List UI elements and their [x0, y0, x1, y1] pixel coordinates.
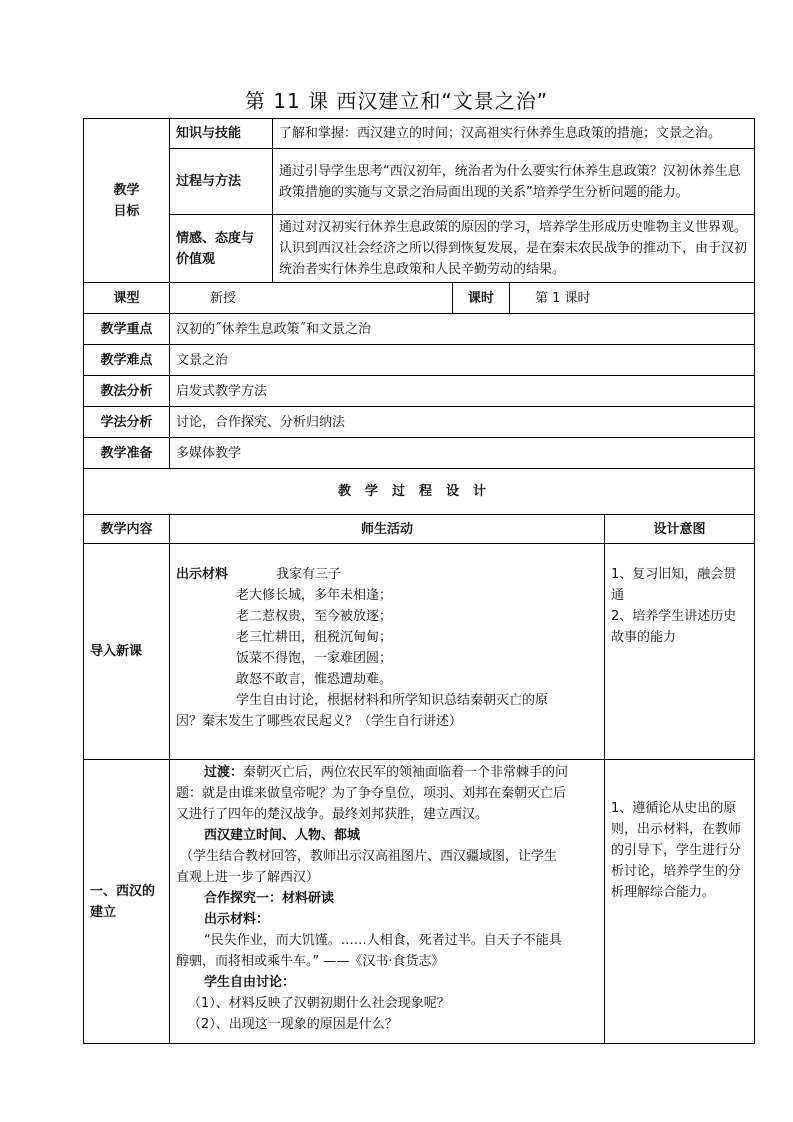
- intent-text: 故事的能力: [611, 630, 677, 645]
- objectives-label: 教学 目标: [84, 119, 170, 283]
- info-label: 教法分析: [84, 376, 170, 407]
- intent-text: 的引导下，学生进行分: [611, 843, 742, 858]
- header-intent: 设计意图: [605, 515, 755, 544]
- founding-intent: [605, 760, 755, 1044]
- poem-line: 饭菜不得饱，一家难团圆；: [236, 651, 393, 666]
- process-title: 教学过程设计: [84, 469, 755, 515]
- poem-line: 老三忙耕田，租税沉甸甸；: [236, 630, 393, 645]
- header-content: 教学内容: [84, 515, 170, 544]
- founding-label: [84, 760, 170, 1044]
- course-type-value: 新授: [170, 283, 453, 314]
- discussion-text: 因？秦末发生了哪些农民起义？（学生自行讲述）: [176, 714, 463, 729]
- transition-label: 过渡：: [204, 765, 244, 780]
- info-label: 学法分析: [84, 407, 170, 438]
- intent-text: 通: [611, 588, 625, 603]
- quote-text: “民失作业，而大饥馑。……人相食，死者过半。自天子不能具: [204, 933, 562, 948]
- course-type-label: 课型: [84, 283, 170, 314]
- inquiry-heading: 合作探究一：材料研读: [204, 891, 335, 906]
- objective-name-knowledge: 知识与技能: [170, 119, 273, 149]
- student-note: 直观上进一步了解西汉）: [176, 870, 320, 885]
- objective-content-process: 通过引导学生思考“西汉初年，统治者为什么要实行休养生息政策？汉初休养生息政策措施的实施与文景之治局面出现的关系”培养学生分析问题的能力。: [273, 149, 755, 215]
- discussion-heading: 学生自由讨论：: [204, 975, 296, 990]
- founding-label-line: 建立: [90, 904, 117, 920]
- poem-title: 我家有三子: [276, 567, 342, 582]
- info-value: 启发式教学方法: [170, 376, 755, 407]
- student-note: （学生结合教材回答，教师出示汉高祖图片、西汉疆域图，让学生: [180, 849, 558, 864]
- material-label: 出示材料: [176, 567, 229, 582]
- page-title: 第 11 课 西汉建立和“文景之治”: [244, 89, 549, 113]
- intro-activity: [170, 544, 605, 760]
- founding-activity: [170, 760, 605, 1044]
- period-label: 课时: [453, 283, 510, 314]
- info-value: 讨论，合作探究、分析归纳法: [170, 407, 755, 438]
- transition-text: 题：就是由谁来做皇帝呢？为了争夺皇位，项羽、刘邦在秦朝灭亡后: [176, 786, 567, 801]
- objective-name-process: 过程与方法: [170, 149, 273, 215]
- objective-name-attitude: 情感、态度与价值观: [170, 215, 273, 283]
- header-activity: 师生活动: [170, 515, 605, 544]
- intent-text: 析讨论，培养学生的分: [611, 864, 742, 879]
- objective-content-knowledge: 了解和掌握：西汉建立的时间；汉高祖实行休养生息政策的措施；文景之治。: [273, 119, 755, 149]
- info-value: 文景之治: [170, 345, 755, 376]
- info-label: 教学难点: [84, 345, 170, 376]
- quote-text: 醇驷，而将相或乘牛车。” ——《汉书·食货志》: [176, 954, 445, 969]
- discussion-text: 学生自由讨论，根据材料和所学知识总结秦朝灭亡的原: [236, 693, 549, 708]
- intent-text: 1、遵循论从史出的原: [611, 801, 737, 816]
- transition-text: 秦朝灭亡后，两位农民军的领袖面临着一个非常棘手的问: [243, 765, 569, 780]
- info-label: 教学重点: [84, 314, 170, 345]
- info-value: 汉初的˝休养生息政策˝和文景之治: [170, 314, 755, 345]
- founding-label-line: 一、西汉的: [90, 883, 156, 899]
- founding-subhead: 西汉建立时间、人物、都城: [204, 828, 361, 843]
- objective-content-attitude: 通过对汉初实行休养生息政策的原因的学习，培养学生形成历史唯物主义世界观。认识到西汉社会经济之所以得到恢复发展，是在秦末农民战争的推动下，由于汉初统治者实行休养生息政策和人民辛勤劳动的结果。: [273, 215, 755, 283]
- intent-text: 则，出示材料，在教师: [611, 822, 742, 837]
- poem-line: 老二惹权贵，至今被放逐；: [236, 609, 393, 624]
- period-value: 第 1 课时: [510, 283, 755, 314]
- intro-label: 导入新课: [84, 544, 170, 760]
- intro-intent: [605, 544, 755, 760]
- info-value: 多媒体教学: [170, 438, 755, 469]
- material-line: [176, 564, 598, 585]
- lesson-plan-table: [83, 118, 755, 1044]
- poem-line: 老大修长城，多年未相逢；: [236, 588, 393, 603]
- question-text: （2）、出现这一现象的原因是什么？: [188, 1017, 398, 1032]
- intent-text: 析理解综合能力。: [611, 885, 716, 900]
- poem-line: 敢怒不敢言，惟恐遭劫难。: [236, 672, 393, 687]
- info-label: 教学准备: [84, 438, 170, 469]
- question-text: （1）、材料反映了汉朝初期什么社会现象呢？: [188, 996, 450, 1011]
- transition-text: 又进行了四年的楚汉战争。最终刘邦获胜，建立西汉。: [176, 807, 489, 822]
- intent-text: 2、培养学生讲述历史: [611, 609, 737, 624]
- material-label: 出示材料：: [204, 912, 270, 927]
- intent-text: 1、复习旧知，融会贯: [611, 567, 737, 582]
